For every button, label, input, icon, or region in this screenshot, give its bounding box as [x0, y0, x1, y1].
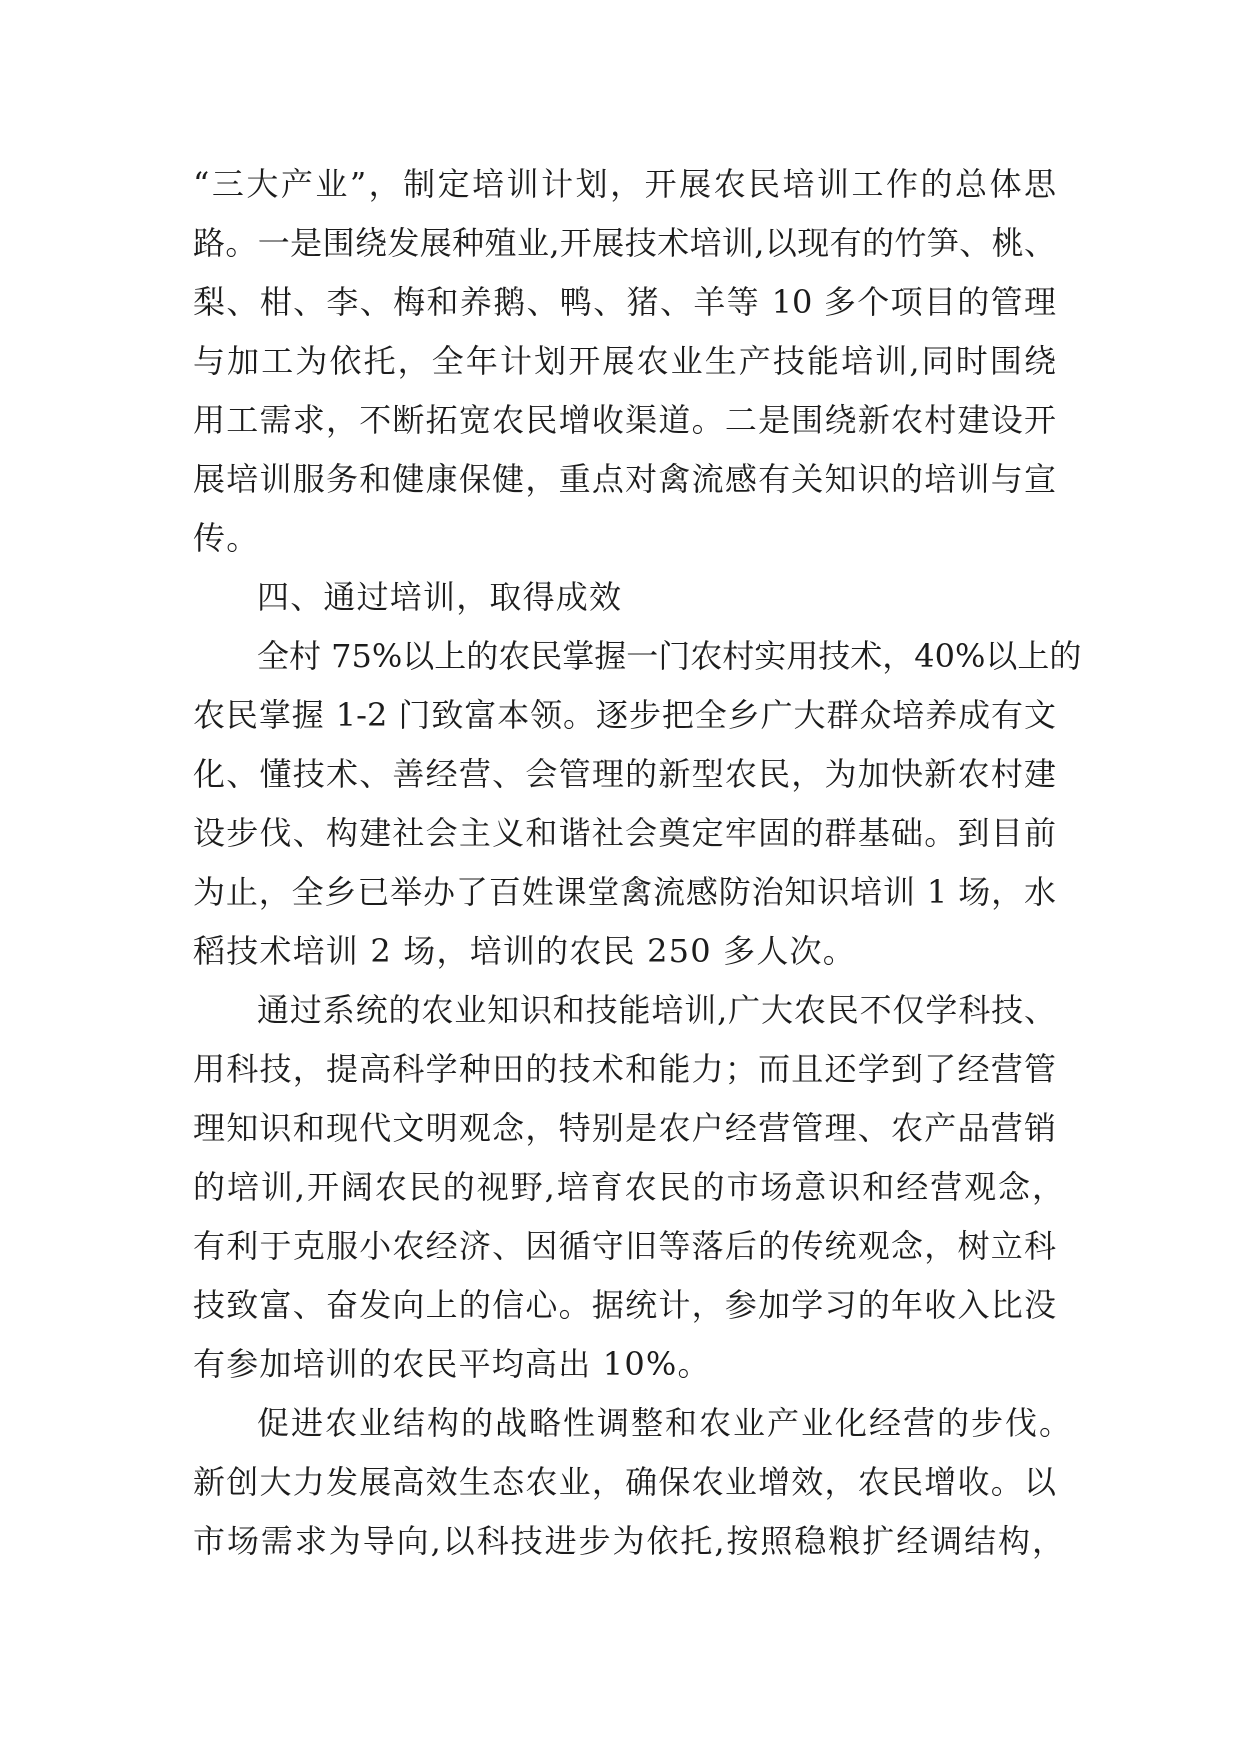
section-heading — [193, 568, 1071, 627]
text-line: 化、懂技术、善经营、会管理的新型农民，为加快新农村建 — [193, 755, 1056, 793]
text-line: 梨、柑、李、梅和养鹅、鸭、猪、羊等 10 多个项目的管理 — [193, 283, 1056, 321]
text-line: 有利于克服小农经济、因循守旧等落后的传统观念，树立科 — [193, 1227, 1056, 1265]
paragraph-skills-training — [193, 981, 1071, 1394]
text-line: 理知识和现代文明观念，特别是农户经营管理、农产品营销 — [193, 1109, 1056, 1147]
text-line: “三大产业”，制定培训计划，开展农民培训工作的总体思 — [193, 165, 1056, 203]
paragraph-training-plan — [193, 155, 1071, 568]
text-line: 设步伐、构建社会主义和谐社会奠定牢固的群基础。到目前 — [193, 814, 1056, 852]
text-line: 路。一是围绕发展种殖业,开展技术培训,以现有的竹笋、桃、 — [193, 224, 1056, 262]
text-line: 与加工为依托，全年计划开展农业生产技能培训,同时围绕 — [193, 342, 1056, 380]
text-line: 技致富、奋发向上的信心。据统计，参加学习的年收入比没 — [193, 1286, 1056, 1324]
text-line: 的培训,开阔农民的视野,培育农民的市场意识和经营观念， — [193, 1168, 1064, 1206]
text-line: 新创大力发展高效生态农业，确保农业增效，农民增收。以 — [193, 1463, 1056, 1501]
text-line: 传。 — [193, 519, 260, 557]
paragraph-structure-adjustment — [193, 1394, 1071, 1571]
text-line: 促进农业结构的战略性调整和农业产业化经营的步伐。 — [257, 1404, 1071, 1442]
section-heading-text: 四、通过培训，取得成效 — [257, 578, 623, 616]
text-line: 用科技，提高科学种田的技术和能力；而且还学到了经营管 — [193, 1050, 1056, 1088]
paragraph-results — [193, 627, 1082, 981]
text-line: 通过系统的农业知识和技能培训,广大农民不仅学科技、 — [257, 991, 1056, 1029]
text-line: 有参加培训的农民平均高出 10%。 — [193, 1345, 711, 1383]
text-line: 全村 75%以上的农民掌握一门农村实用技术，40%以上的 — [257, 637, 1082, 675]
text-line: 用工需求，不断拓宽农民增收渠道。二是围绕新农村建设开 — [193, 401, 1056, 439]
text-line: 农民掌握 1-2 门致富本领。逐步把全乡广大群众培养成有文 — [193, 696, 1056, 734]
text-line: 为止，全乡已举办了百姓课堂禽流感防治知识培训 1 场，水 — [193, 873, 1056, 911]
text-line: 稻技术培训 2 场，培训的农民 250 多人次。 — [193, 932, 856, 970]
text-line: 展培训服务和健康保健，重点对禽流感有关知识的培训与宣 — [193, 460, 1056, 498]
document-body — [193, 155, 1082, 1571]
text-line: 市场需求为导向,以科技进步为依托,按照稳粮扩经调结构， — [193, 1522, 1064, 1560]
